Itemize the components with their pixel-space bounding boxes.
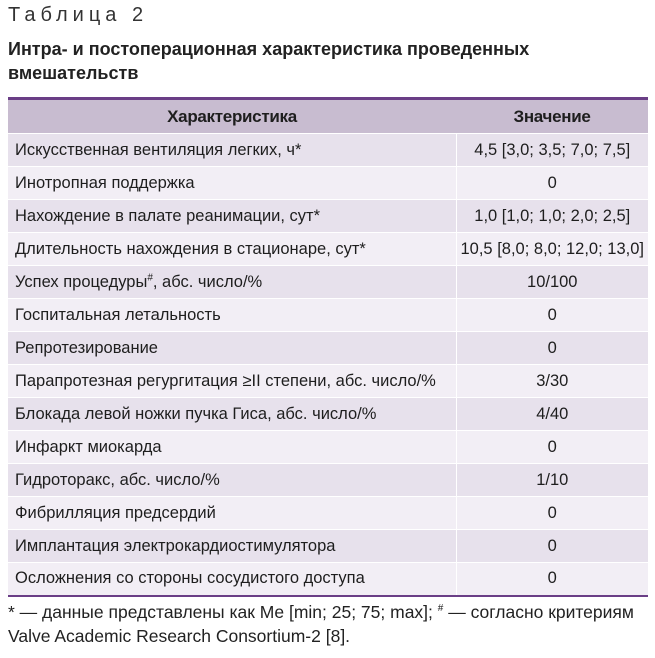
cell-value: 0	[456, 563, 648, 596]
cell-value: 4,5 [3,0; 3,5; 7,0; 7,5]	[456, 134, 648, 167]
characteristic-text: Репротезирование	[15, 338, 158, 357]
characteristic-text: Осложнения со стороны сосудистого доступа	[15, 569, 365, 588]
table-row	[8, 464, 648, 497]
cell-characteristic	[8, 365, 456, 398]
table-header-row	[8, 100, 648, 134]
data-table-container	[8, 97, 648, 597]
cell-value: 3/30	[456, 365, 648, 398]
characteristic-text: Искусственная вентиляция легких, ч*	[15, 140, 302, 159]
footnote-marker: #	[147, 272, 153, 283]
characteristic-text: Гидроторакс, абс. число/%	[15, 470, 220, 489]
data-table	[8, 100, 648, 597]
footnote-hash-text: — согласно критериям Valve Academic Research Consortium-2 [8].	[8, 602, 634, 646]
table-row	[8, 167, 648, 200]
characteristic-text: Инотропная поддержка	[15, 173, 195, 192]
table-title: Интра- и постоперационная характеристика проведенных вмешательств	[8, 39, 530, 83]
cell-value: 10,5 [8,0; 8,0; 12,0; 13,0]	[456, 233, 648, 266]
characteristic-text: Нахождение в палате реанимации, сут*	[15, 206, 321, 225]
cell-characteristic	[8, 299, 456, 332]
cell-value: 4/40	[456, 398, 648, 431]
cell-characteristic	[8, 200, 456, 233]
cell-characteristic	[8, 233, 456, 266]
footnote-star-text: * — данные представлены как Me [min; 25; 75; max];	[8, 602, 438, 622]
cell-characteristic	[8, 464, 456, 497]
cell-characteristic	[8, 134, 456, 167]
table-row	[8, 563, 648, 596]
table-row	[8, 299, 648, 332]
characteristic-text: Госпитальная летальность	[15, 305, 221, 324]
table-row	[8, 134, 648, 167]
table-row	[8, 266, 648, 299]
table-row	[8, 365, 648, 398]
characteristic-text: Длительность нахождения в стационаре, сут*	[15, 239, 366, 258]
cell-characteristic	[8, 563, 456, 596]
table-row	[8, 233, 648, 266]
column-header-characteristic: Характеристика	[8, 100, 456, 134]
cell-characteristic	[8, 266, 456, 299]
characteristic-text: Парапротезная регургитация ≥II степени, абс. число/%	[15, 371, 436, 390]
cell-characteristic	[8, 431, 456, 464]
cell-characteristic	[8, 398, 456, 431]
cell-value: 1,0 [1,0; 1,0; 2,0; 2,5]	[456, 200, 648, 233]
table-row	[8, 530, 648, 563]
table-row	[8, 497, 648, 530]
characteristic-text: Имплантация электрокардиостимулятора	[15, 536, 336, 555]
cell-value: 1/10	[456, 464, 648, 497]
table-body	[8, 134, 648, 596]
characteristic-text: Фибрилляция предсердий	[15, 503, 216, 522]
column-header-value: Значение	[456, 100, 648, 134]
cell-value: 0	[456, 167, 648, 200]
cell-characteristic	[8, 332, 456, 365]
cell-value: 0	[456, 299, 648, 332]
footnote-hash-mark: #	[437, 603, 444, 615]
cell-value: 10/100	[456, 266, 648, 299]
cell-value: 0	[456, 431, 648, 464]
table-row	[8, 200, 648, 233]
table-row	[8, 398, 648, 431]
characteristic-text: Блокада левой ножки пучка Гиса, абс. число/%	[15, 404, 377, 423]
cell-value: 0	[456, 530, 648, 563]
table-row	[8, 332, 648, 365]
cell-value: 0	[456, 497, 648, 530]
characteristic-text: Инфаркт миокарда	[15, 437, 162, 456]
cell-value: 0	[456, 332, 648, 365]
characteristic-text: Успех процедуры	[15, 272, 148, 291]
table-label: Таблица 2	[8, 4, 149, 26]
cell-characteristic	[8, 530, 456, 563]
cell-characteristic	[8, 497, 456, 530]
cell-characteristic	[8, 167, 456, 200]
footnote	[8, 600, 653, 648]
table-row	[8, 431, 648, 464]
characteristic-suffix: , абс. число/%	[152, 272, 263, 291]
